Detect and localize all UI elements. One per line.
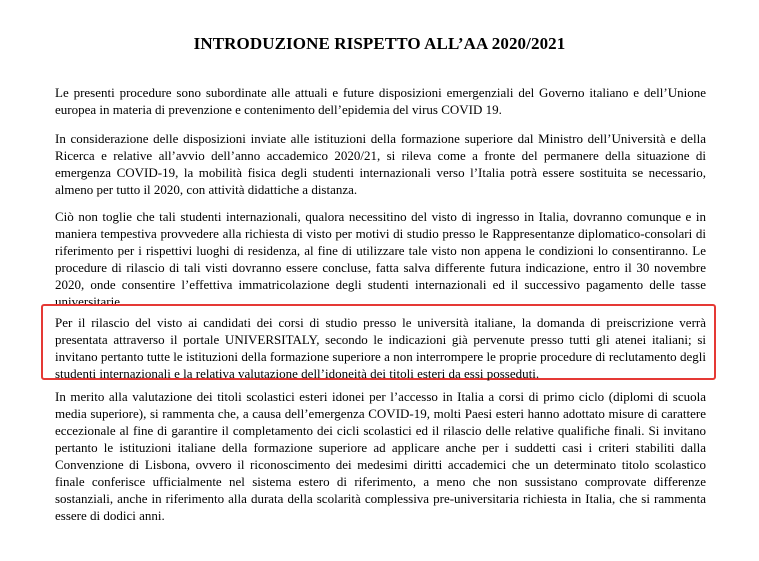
paragraph-didattica-distanza: In considerazione delle disposizioni inviate alle istituzioni della formazione superiore dal Ministro dell’Università e della Ricerca e relative all’avvio dell’anno accademico 2020/21, si rileva come a fronte del permanere della situazione di emergenza COVID-19, la mobilità fisica degli studenti internazionali verso l’Italia potrà essere sostituita se necessario, almeno per tutto il 2020, con attività didattiche a distanza. [55,131,706,197]
highlighted-paragraph-box [41,304,716,380]
paragraph-universitaly-preiscrizione: Per il rilascio del visto ai candidati dei corsi di studio presso le università italiane, la domanda di preiscrizione verrà presentata attraverso il portale UNIVERSITALY, secondo le indicazioni già pervenute presso tutti gli atenei italiani; si invitano pertanto tutte le istituzioni della formazione superiore a non interrompere le proprie procedure di reclutamento degli studenti internazionali e la relativa valutazione dell’idoneità dei titoli esteri da essi posseduti. [55,315,706,381]
document-title: INTRODUZIONE RISPETTO ALL’AA 2020/2021 [193,34,566,53]
paragraph-richiesta-visto: Ciò non toglie che tali studenti internazionali, qualora necessitino del visto di ingresso in Italia, dovranno comunque e in maniera tempestiva provvedere alla richiesta di visto per motivi di studio presso le Rappresentanze diplomatico-consolari di riferimento per i rispettivi luoghi di residenza, al fine di utilizzare tale visto non appena le condizioni lo consentiranno. Le procedure di rilascio di tali visti dovranno essere concluse, fatta salva differente futura indicazione, entro il 30 novembre 2020, onde consentire l’effettiva immatricolazione degli studenti internazionali ed il successivo pagamento delle tasse universitarie. [55,209,706,309]
paragraph-covid-disposizioni: Le presenti procedure sono subordinate alle attuali e future disposizioni emergenziali del Governo italiano e dell’Unione europea in materia di prevenzione e contenimento dell’epidemia del virus COVID 19. [55,85,706,117]
paragraph-titoli-esteri: In merito alla valutazione dei titoli scolastici esteri idonei per l’accesso in Italia a corsi di primo ciclo (diplomi di scuola media superiore), si rammenta che, a causa dell’emergenza COVID-19, molti Paesi esteri hanno adottato misure di carattere eccezionale al fine di garantire il completamento dei cicli scolastici ed il rilascio delle relative qualifiche finali. Si invitano pertanto le istituzioni italiane della formazione superiore ad applicare anche per i suddetti casi i criteri stabiliti dalla Convenzione di Lisbona, ovvero il riconoscimento dei medesimi diritti accademici che un determinato titolo scolastico finale conferisce ufficialmente nel sistema estero di riferimento, a meno che non sussistano comprovate differenze sostanziali, anche in riferimento alla durata della scolarità complessiva pre-universitaria richiesta in Italia, che si rammenta essere di dodici anni. [55,389,706,523]
